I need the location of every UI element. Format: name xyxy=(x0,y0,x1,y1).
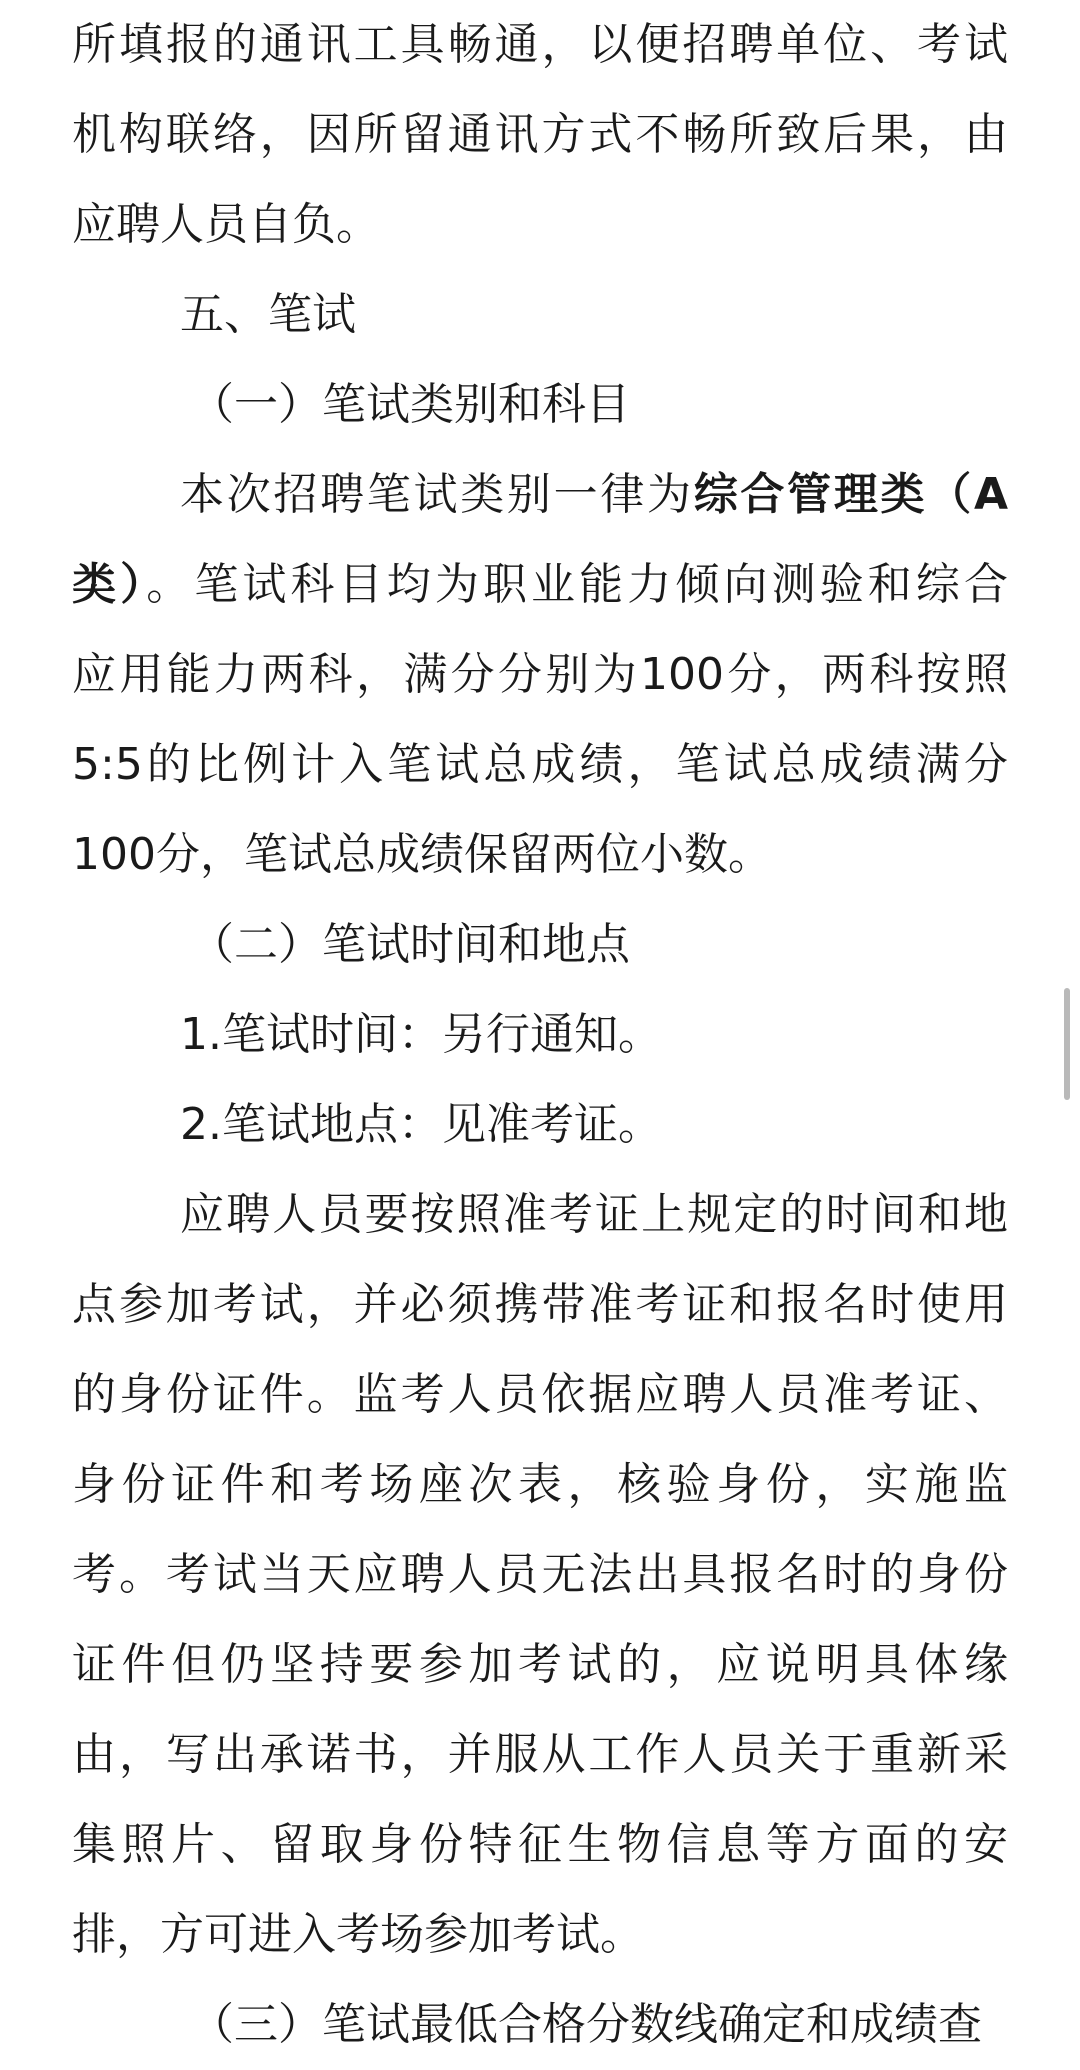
paragraph-line: 机构联络，因所留通讯方式不畅所致后果，由 xyxy=(72,109,1008,160)
list-item: 1.笔试时间：另行通知。 xyxy=(180,1009,662,1060)
list-item: 2.笔试地点：见准考证。 xyxy=(180,1099,662,1150)
paragraph-line: 的身份证件。监考人员依据应聘人员准考证、 xyxy=(72,1369,1008,1420)
paragraph-line: 所填报的通讯工具畅通，以便招聘单位、考试 xyxy=(72,19,1008,70)
line-text: 本次招聘笔试类别一律为 xyxy=(180,469,694,520)
paragraph-line: 身份证件和考场座次表，核验身份，实施监 xyxy=(72,1459,1008,1510)
subsection-heading: （一）笔试类别和科目 xyxy=(190,379,630,430)
line-text: 。笔试科目均为职业能力倾向测验和综合 xyxy=(146,559,1008,610)
paragraph-line: 排，方可进入考场参加考试。 xyxy=(72,1909,644,1960)
paragraph-line: 100分，笔试总成绩保留两位小数。 xyxy=(72,829,772,880)
paragraph-line: 证件但仍坚持要参加考试的，应说明具体缘 xyxy=(72,1639,1008,1690)
paragraph-line: 由，写出承诺书，并服从工作人员关于重新采 xyxy=(72,1729,1008,1780)
subsection-heading: （三）笔试最低合格分数线确定和成绩查 xyxy=(190,1999,982,2050)
paragraph-line xyxy=(72,540,1008,630)
vertical-scrollbar[interactable] xyxy=(1064,988,1070,1100)
paragraph-line: 集照片、留取身份特征生物信息等方面的安 xyxy=(72,1819,1008,1870)
paragraph-line: 应用能力两科，满分分别为100分，两科按照 xyxy=(72,649,1008,700)
paragraph-line: 应聘人员自负。 xyxy=(72,199,380,250)
bold-category-text: 综合管理类（A xyxy=(693,469,1008,520)
paragraph-line: 5:5的比例计入笔试总成绩，笔试总成绩满分 xyxy=(72,739,1008,790)
paragraph-line: 点参加考试，并必须携带准考证和报名时使用 xyxy=(72,1279,1008,1330)
section-heading: 五、笔试 xyxy=(180,289,356,340)
subsection-heading: （二）笔试时间和地点 xyxy=(190,919,630,970)
paragraph-line xyxy=(72,450,1008,540)
paragraph-line: 应聘人员要按照准考证上规定的时间和地 xyxy=(180,1189,1008,1240)
bold-category-text: 类） xyxy=(72,559,147,610)
paragraph-line: 考。考试当天应聘人员无法出具报名时的身份 xyxy=(72,1549,1008,1600)
